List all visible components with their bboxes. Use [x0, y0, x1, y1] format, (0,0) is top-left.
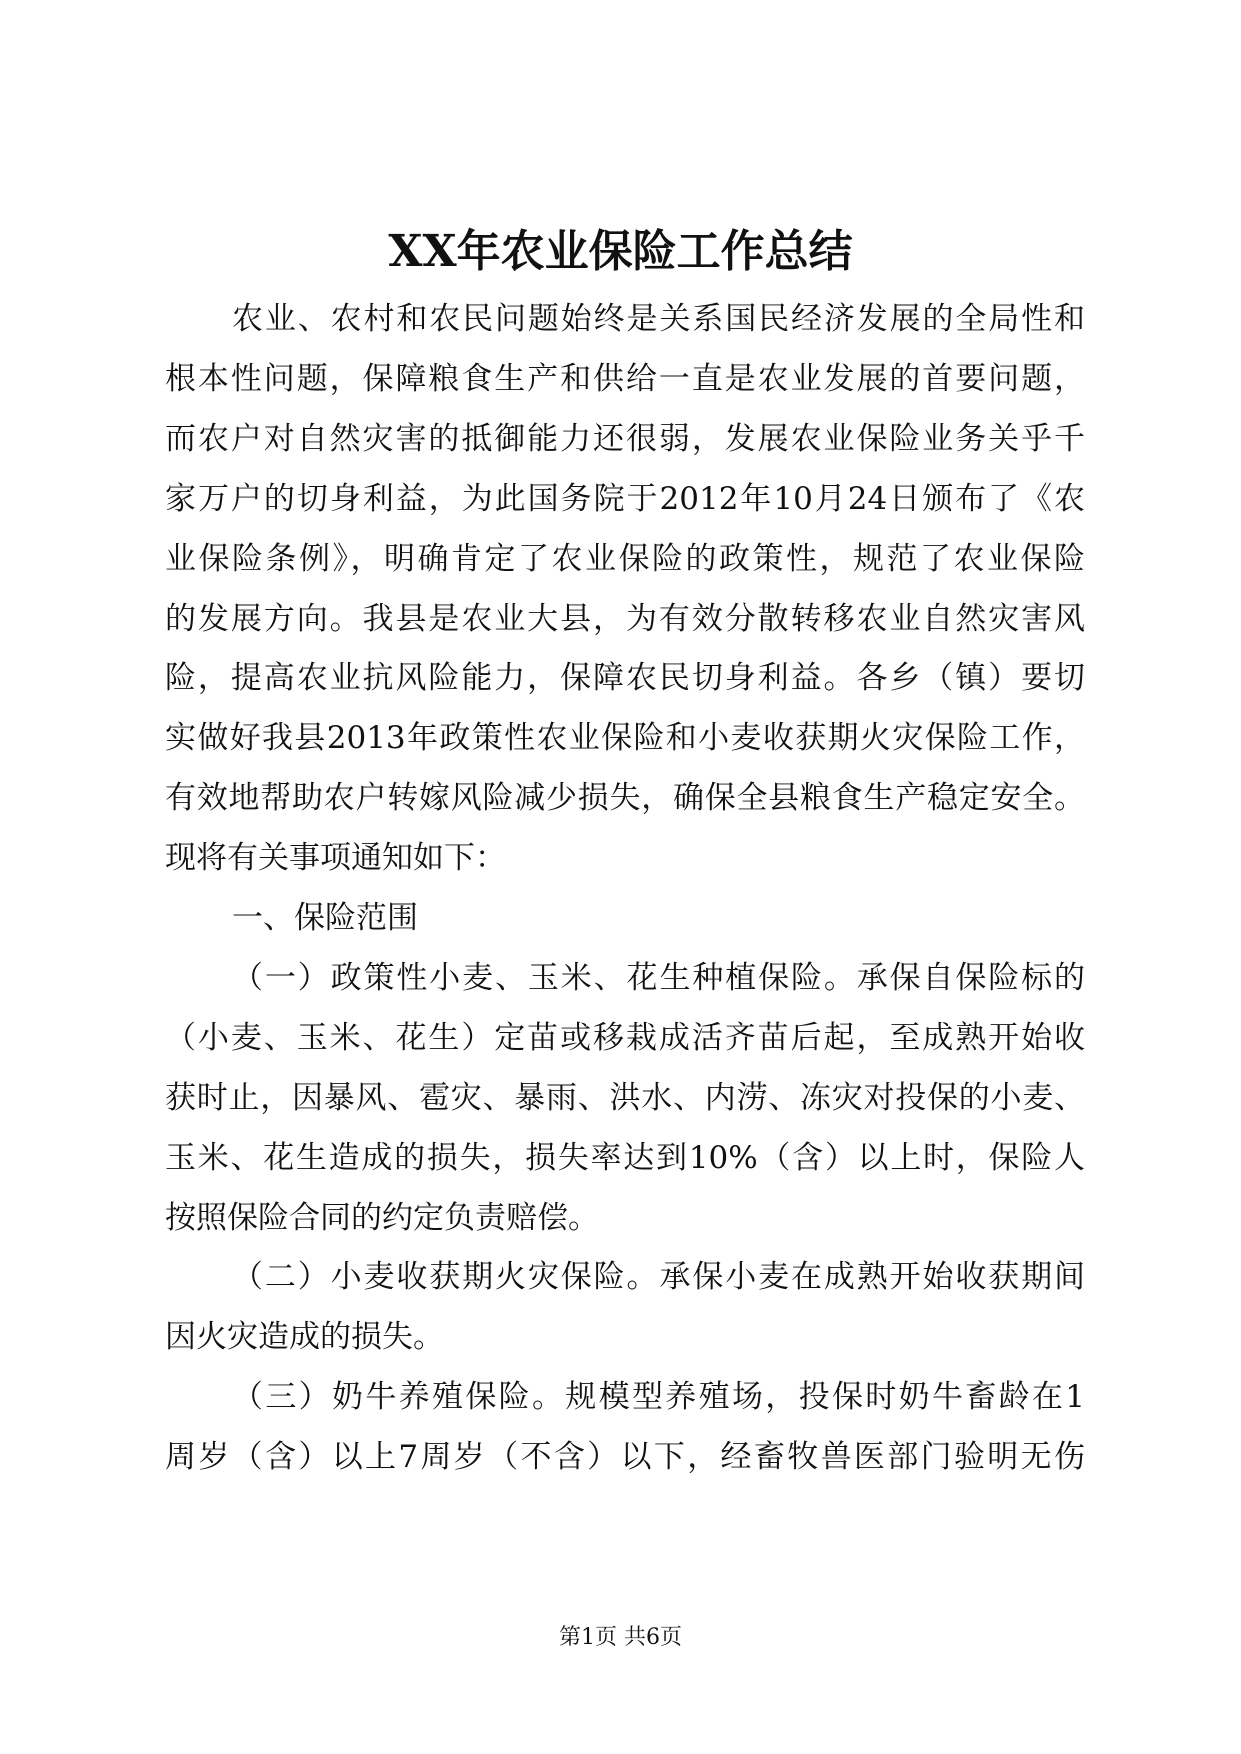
text-line: 的发展方向。我县是农业大县，为有效分散转移农业自然灾害风 [165, 600, 1085, 637]
text-line: （三）奶牛养殖保险。规模型养殖场，投保时奶牛畜龄在1 [232, 1379, 1085, 1416]
text-line: 玉米、花生造成的损失，损失率达到10%（含）以上时，保险人 [165, 1139, 1085, 1176]
text-line: （二）小麦收获期火灾保险。承保小麦在成熟开始收获期间 [232, 1259, 1085, 1296]
text-line: 农业、农村和农民问题始终是关系国民经济发展的全局性和 [232, 301, 1085, 337]
text-line: 险，提高农业抗风险能力，保障农民切身利益。各乡（镇）要切 [165, 660, 1085, 697]
text-line: 周岁（含）以上7周岁（不含）以下，经畜牧兽医部门验明无伤 [165, 1439, 1085, 1476]
text-line: （小麦、玉米、花生）定苗或移栽成活齐苗后起，至成熟开始收 [165, 1019, 1085, 1056]
document-title: XX年农业保险工作总结 [388, 226, 853, 277]
text-line: 业保险条例》，明确肯定了农业保险的政策性，规范了农业保险 [165, 540, 1085, 577]
text-line: 一、保险范围 [232, 900, 418, 936]
text-line: 现将有关事项通知如下： [165, 840, 506, 877]
page-footer: 第1页 共6页 [559, 1625, 682, 1650]
text-line: 而农户对自然灾害的抵御能力还很弱，发展农业保险业务关乎千 [165, 420, 1085, 457]
text-line: 根本性问题，保障粮食生产和供给一直是农业发展的首要问题， [165, 360, 1085, 397]
text-line: 实做好我县2013年政策性农业保险和小麦收获期火灾保险工作， [165, 720, 1085, 757]
text-line: （一）政策性小麦、玉米、花生种植保险。承保自保险标的 [232, 959, 1085, 996]
text-line: 有效地帮助农户转嫁风险减少损失，确保全县粮食生产稳定安全。 [165, 780, 1085, 817]
text-line: 获时止，因暴风、雹灾、暴雨、洪水、内涝、冻灾对投保的小麦、 [165, 1079, 1085, 1116]
text-line: 因火灾造成的损失。 [165, 1319, 444, 1356]
text-line: 家万户的切身利益，为此国务院于2012年10月24日颁布了《农 [165, 480, 1085, 517]
text-line: 按照保险合同的约定负责赔偿。 [165, 1199, 599, 1236]
